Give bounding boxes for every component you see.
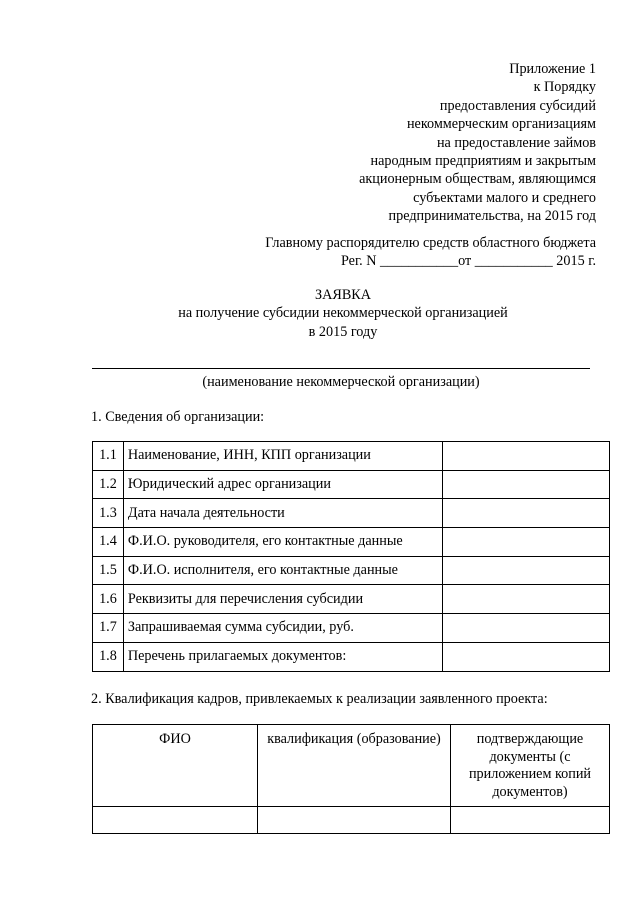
row-value-cell[interactable] [443,642,610,671]
row-label: Перечень прилагаемых документов: [123,642,443,671]
row-value-cell[interactable] [443,528,610,557]
appendix-line: Приложение 1 [509,61,596,77]
row-label: Ф.И.О. исполнителя, его контактные данные [123,556,443,585]
appendix-block [359,60,596,226]
row-value-cell[interactable] [443,614,610,643]
row-value-cell[interactable] [443,442,610,471]
row-label: Юридический адрес организации [123,470,443,499]
row-number: 1.6 [93,585,124,614]
column-header-fio: ФИО [93,725,258,807]
column-header-documents: подтверждающие документы (с приложением копий документов) [451,725,610,807]
title-block [0,286,640,341]
appendix-line: субъектами малого и среднего [413,189,596,206]
document-title: ЗАЯВКА [315,287,371,303]
row-number: 1.2 [93,470,124,499]
row-number: 1.1 [93,442,124,471]
row-number: 1.5 [93,556,124,585]
row-value-cell[interactable] [443,470,610,499]
row-label: Запрашиваемая сумма субсидии, руб. [123,614,443,643]
document-subtitle: на получение субсидии некоммерческой организацией [178,305,508,322]
table-row [93,499,610,528]
table-header-row [93,725,610,807]
row-number: 1.7 [93,614,124,643]
appendix-line: акционерным обществам, являющимся [359,171,596,188]
appendix-line: некоммерческим организациям [406,116,596,133]
addressee-line: Главному распорядителю средств областного бюджета [265,235,596,251]
row-value-cell[interactable] [443,556,610,585]
row-value-cell[interactable] [443,585,610,614]
document-subtitle-year: в 2015 году [308,323,378,340]
empty-cell[interactable] [258,807,451,834]
table-row [93,470,610,499]
staff-qualification-table [92,724,610,834]
appendix-line: на предоставление займов [436,134,596,151]
table-row [93,585,610,614]
section2-heading: 2. Квалификация кадров, привлекаемых к реализации заявленного проекта: [91,691,548,707]
empty-cell[interactable] [93,807,258,834]
org-name-blank-line [92,368,590,369]
addressee-block [265,234,596,271]
column-header-qualification: квалификация (образование) [258,725,451,807]
row-number: 1.4 [93,528,124,557]
row-label: Дата начала деятельности [123,499,443,528]
table-row [93,556,610,585]
table-row [93,807,610,834]
row-number: 1.8 [93,642,124,671]
table-row [93,642,610,671]
row-label: Наименование, ИНН, КПП организации [123,442,443,471]
appendix-line: предпринимательства, на 2015 год [388,208,596,225]
org-info-table [92,441,610,672]
table-row [93,614,610,643]
row-label: Ф.И.О. руководителя, его контактные данные [123,528,443,557]
table-row [93,528,610,557]
org-name-caption: (наименование некоммерческой организации) [202,374,480,390]
row-value-cell[interactable] [443,499,610,528]
empty-cell[interactable] [451,807,610,834]
appendix-line: к Порядку [533,79,596,96]
appendix-line: предоставления субсидий [439,97,596,114]
table-row [93,442,610,471]
section1-heading: 1. Сведения об организации: [91,409,265,425]
row-number: 1.3 [93,499,124,528]
appendix-line: народным предприятиям и закрытым [370,153,596,170]
registration-line: Рег. N ___________от ___________ 2015 г. [340,253,596,270]
row-label: Реквизиты для перечисления субсидии [123,585,443,614]
